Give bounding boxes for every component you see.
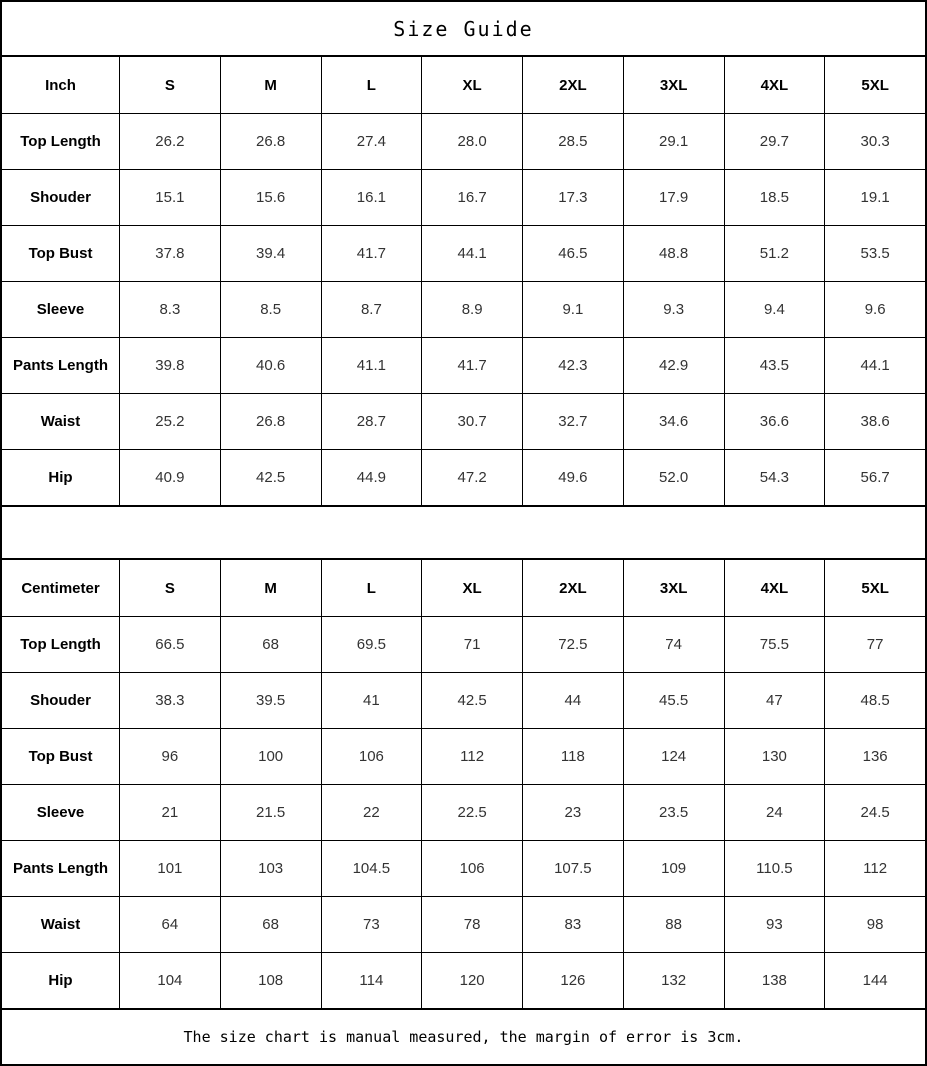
row-label-cell: Top Bust — [2, 728, 119, 784]
value-cell: 126 — [522, 952, 623, 1008]
value-cell: 40.9 — [119, 449, 220, 505]
value-cell: 38.3 — [119, 672, 220, 728]
size-header-cell: 2XL — [522, 57, 623, 113]
size-header-cell: S — [119, 560, 220, 616]
value-cell: 42.9 — [623, 337, 724, 393]
size-header-cell: 2XL — [522, 560, 623, 616]
value-cell: 104.5 — [321, 840, 422, 896]
value-cell: 42.5 — [220, 449, 321, 505]
title-row — [2, 2, 925, 57]
value-cell: 71 — [421, 616, 522, 672]
value-cell: 17.9 — [623, 169, 724, 225]
value-cell: 75.5 — [724, 616, 825, 672]
value-cell: 52.0 — [623, 449, 724, 505]
value-cell: 132 — [623, 952, 724, 1008]
row-label-cell: Waist — [2, 393, 119, 449]
row-label-cell: Top Length — [2, 113, 119, 169]
value-cell: 68 — [220, 616, 321, 672]
value-cell: 46.5 — [522, 225, 623, 281]
size-header-cell: 4XL — [724, 560, 825, 616]
value-cell: 27.4 — [321, 113, 422, 169]
value-cell: 9.6 — [824, 281, 925, 337]
value-cell: 23 — [522, 784, 623, 840]
value-cell: 42.5 — [421, 672, 522, 728]
value-cell: 77 — [824, 616, 925, 672]
value-cell: 64 — [119, 896, 220, 952]
value-cell: 28.0 — [421, 113, 522, 169]
section-divider — [2, 505, 925, 560]
value-cell: 16.7 — [421, 169, 522, 225]
size-header-cell: L — [321, 560, 422, 616]
value-cell: 96 — [119, 728, 220, 784]
value-cell: 8.5 — [220, 281, 321, 337]
value-cell: 73 — [321, 896, 422, 952]
size-header-cell: XL — [421, 560, 522, 616]
value-cell: 103 — [220, 840, 321, 896]
value-cell: 8.7 — [321, 281, 422, 337]
value-cell: 118 — [522, 728, 623, 784]
value-cell: 56.7 — [824, 449, 925, 505]
value-cell: 44.1 — [421, 225, 522, 281]
value-cell: 21 — [119, 784, 220, 840]
value-cell: 23.5 — [623, 784, 724, 840]
value-cell: 26.8 — [220, 113, 321, 169]
value-cell: 104 — [119, 952, 220, 1008]
value-cell: 98 — [824, 896, 925, 952]
size-table-centimeter — [2, 560, 925, 1008]
row-label-cell: Top Bust — [2, 225, 119, 281]
value-cell: 16.1 — [321, 169, 422, 225]
value-cell: 44 — [522, 672, 623, 728]
size-header-cell: S — [119, 57, 220, 113]
size-header-cell: M — [220, 560, 321, 616]
value-cell: 26.8 — [220, 393, 321, 449]
value-cell: 9.4 — [724, 281, 825, 337]
value-cell: 54.3 — [724, 449, 825, 505]
value-cell: 83 — [522, 896, 623, 952]
value-cell: 112 — [421, 728, 522, 784]
value-cell: 88 — [623, 896, 724, 952]
value-cell: 69.5 — [321, 616, 422, 672]
value-cell: 108 — [220, 952, 321, 1008]
value-cell: 28.5 — [522, 113, 623, 169]
value-cell: 38.6 — [824, 393, 925, 449]
value-cell: 39.5 — [220, 672, 321, 728]
value-cell: 136 — [824, 728, 925, 784]
value-cell: 25.2 — [119, 393, 220, 449]
size-header-cell: M — [220, 57, 321, 113]
value-cell: 39.4 — [220, 225, 321, 281]
value-cell: 43.5 — [724, 337, 825, 393]
value-cell: 41 — [321, 672, 422, 728]
size-table-inch — [2, 57, 925, 505]
value-cell: 28.7 — [321, 393, 422, 449]
value-cell: 124 — [623, 728, 724, 784]
size-header-cell: 3XL — [623, 560, 724, 616]
value-cell: 51.2 — [724, 225, 825, 281]
value-cell: 18.5 — [724, 169, 825, 225]
row-label-cell: Hip — [2, 449, 119, 505]
size-header-cell: 4XL — [724, 57, 825, 113]
size-header-cell: 5XL — [824, 560, 925, 616]
value-cell: 53.5 — [824, 225, 925, 281]
row-label-cell: Shouder — [2, 672, 119, 728]
value-cell: 29.7 — [724, 113, 825, 169]
value-cell: 22 — [321, 784, 422, 840]
value-cell: 44.1 — [824, 337, 925, 393]
value-cell: 39.8 — [119, 337, 220, 393]
value-cell: 41.1 — [321, 337, 422, 393]
size-header-cell: XL — [421, 57, 522, 113]
value-cell: 32.7 — [522, 393, 623, 449]
value-cell: 17.3 — [522, 169, 623, 225]
value-cell: 120 — [421, 952, 522, 1008]
value-cell: 30.7 — [421, 393, 522, 449]
value-cell: 41.7 — [321, 225, 422, 281]
value-cell: 15.1 — [119, 169, 220, 225]
value-cell: 29.1 — [623, 113, 724, 169]
value-cell: 30.3 — [824, 113, 925, 169]
value-cell: 138 — [724, 952, 825, 1008]
value-cell: 106 — [421, 840, 522, 896]
value-cell: 109 — [623, 840, 724, 896]
value-cell: 42.3 — [522, 337, 623, 393]
value-cell: 19.1 — [824, 169, 925, 225]
value-cell: 34.6 — [623, 393, 724, 449]
value-cell: 40.6 — [220, 337, 321, 393]
value-cell: 106 — [321, 728, 422, 784]
size-header-cell: 3XL — [623, 57, 724, 113]
value-cell: 47 — [724, 672, 825, 728]
value-cell: 49.6 — [522, 449, 623, 505]
value-cell: 48.8 — [623, 225, 724, 281]
row-label-cell: Sleeve — [2, 281, 119, 337]
value-cell: 8.9 — [421, 281, 522, 337]
unit-header-cell: Inch — [45, 76, 76, 94]
value-cell: 112 — [824, 840, 925, 896]
value-cell: 9.1 — [522, 281, 623, 337]
value-cell: 48.5 — [824, 672, 925, 728]
footer-row — [2, 1008, 925, 1064]
size-header-cell: L — [321, 57, 422, 113]
value-cell: 114 — [321, 952, 422, 1008]
value-cell: 130 — [724, 728, 825, 784]
value-cell: 36.6 — [724, 393, 825, 449]
unit-header-cell: Centimeter — [21, 579, 100, 597]
value-cell: 107.5 — [522, 840, 623, 896]
row-label-cell: Shouder — [2, 169, 119, 225]
footer-note: The size chart is manual measured, the margin of error is 3cm. — [183, 1028, 744, 1046]
value-cell: 144 — [824, 952, 925, 1008]
value-cell: 110.5 — [724, 840, 825, 896]
value-cell: 72.5 — [522, 616, 623, 672]
value-cell: 101 — [119, 840, 220, 896]
row-label-cell: Pants Length — [2, 337, 119, 393]
row-label-cell: Sleeve — [2, 784, 119, 840]
value-cell: 9.3 — [623, 281, 724, 337]
value-cell: 37.8 — [119, 225, 220, 281]
value-cell: 24.5 — [824, 784, 925, 840]
value-cell: 41.7 — [421, 337, 522, 393]
row-label-cell: Waist — [2, 896, 119, 952]
value-cell: 24 — [724, 784, 825, 840]
value-cell: 45.5 — [623, 672, 724, 728]
value-cell: 22.5 — [421, 784, 522, 840]
size-header-cell: 5XL — [824, 57, 925, 113]
value-cell: 21.5 — [220, 784, 321, 840]
value-cell: 8.3 — [119, 281, 220, 337]
value-cell: 44.9 — [321, 449, 422, 505]
value-cell: 93 — [724, 896, 825, 952]
value-cell: 26.2 — [119, 113, 220, 169]
value-cell: 100 — [220, 728, 321, 784]
value-cell: 74 — [623, 616, 724, 672]
row-label-cell: Hip — [2, 952, 119, 1008]
value-cell: 66.5 — [119, 616, 220, 672]
value-cell: 78 — [421, 896, 522, 952]
value-cell: 15.6 — [220, 169, 321, 225]
value-cell: 47.2 — [421, 449, 522, 505]
value-cell: 68 — [220, 896, 321, 952]
row-label-cell: Pants Length — [2, 840, 119, 896]
row-label-cell: Top Length — [2, 616, 119, 672]
page-title: Size Guide — [393, 16, 534, 41]
